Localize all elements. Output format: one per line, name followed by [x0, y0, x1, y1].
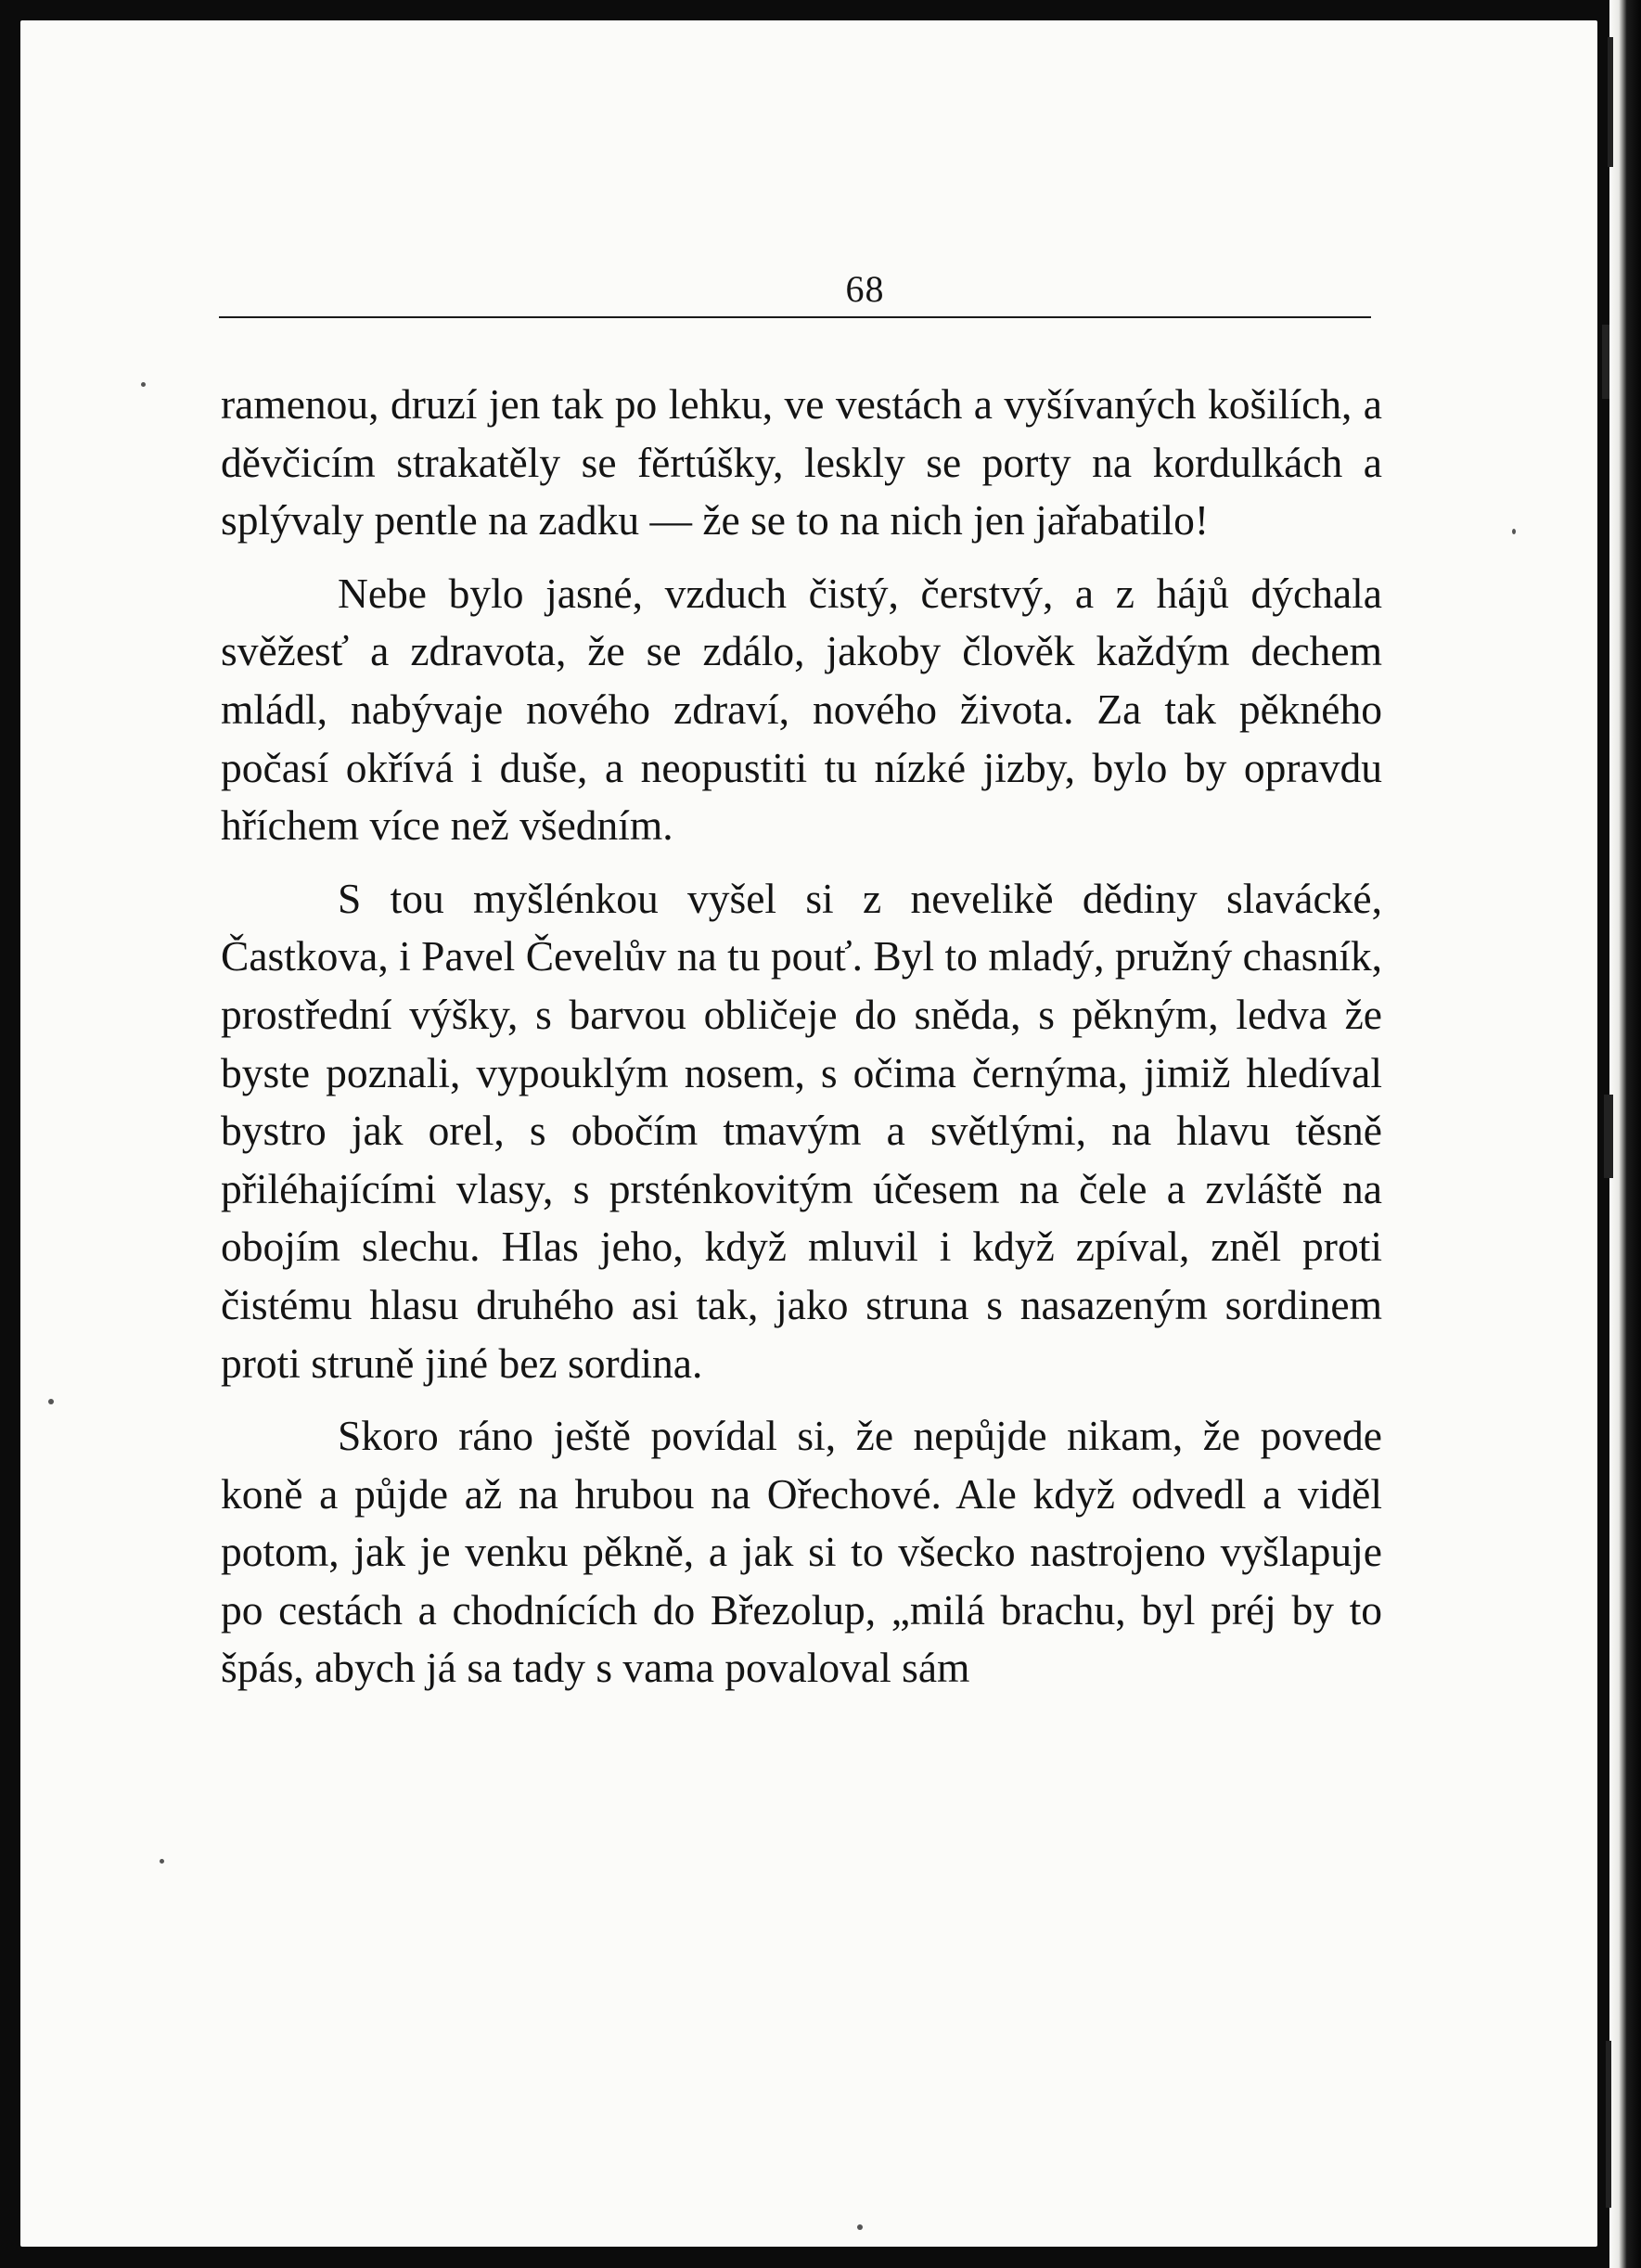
header-rule — [219, 316, 1371, 318]
page-number: 68 — [845, 268, 885, 310]
binding-mark — [1602, 325, 1609, 399]
paragraph: ramenou, druzí jen tak po lehku, ve vestách a vyšívaných košilích, a děvčicím strakatěly se fěrtúšky, leskly se porty na kordulkách a splývaly pentle na zadku — že se to na nich jen jařabatilo! — [221, 380, 1382, 545]
page-binding-edge — [1609, 0, 1641, 2268]
paragraph: Skoro ráno ještě povídal si, že nepůjde nikam, že povede koně a půjde až na hrubou na Ořechové. Ale když odvedl a viděl potom, jak je venku pěkně, a jak si to všecko nastrojeno vyšlapuje po cestách a chodnících do Březolup, „milá brachu, byl préj by to špás, abych já sa tady s vama povaloval sám — [221, 1412, 1382, 1692]
paper-speck — [48, 1399, 54, 1404]
paper-speck — [160, 1859, 164, 1864]
paragraph: Nebe bylo jasné, vzduch čistý, čerstvý, a z hájů dýchala svěžesť a zdravota, že se zdálo, jakoby člověk každým dechem mládl, nabývaje nového zdraví, nového života. Za tak pěkného počasí okřívá i duše, a neopustiti tu nízké jizby, bylo by opravdu hříchem více než všedním. — [221, 569, 1382, 850]
body-text — [221, 376, 1382, 1712]
paragraph: S tou myšlénkou vyšel si z nevelikě dědiny slavácké, Častkova, i Pavel Čevelův na tu pouť. Byl to mladý, pružný chasník, prostřední výšky, s barvou obličeje do sněda, s pěkným, ledva že byste poznali, vypouklým nosem, s očima černýma, jimiž hledíval bystro jak orel, s obočím tmavým a světlými, na hlavu těsně přiléhajícími vlasy, s prsténkovitým účesem na čele a zvláště na obojím slechu. Hlas jeho, když mluvil i když zpíval, zněl proti čistému hlasu druhého asi tak, jako struna s nasazeným sordinem proti struně jiné bez sordina. — [221, 874, 1382, 1387]
paper-speck — [857, 2224, 863, 2230]
paper-speck — [1512, 529, 1516, 534]
binding-mark — [1604, 1095, 1613, 1178]
binding-mark — [1608, 37, 1613, 167]
binding-mark — [1606, 2041, 1611, 2208]
paper-speck — [141, 382, 146, 387]
